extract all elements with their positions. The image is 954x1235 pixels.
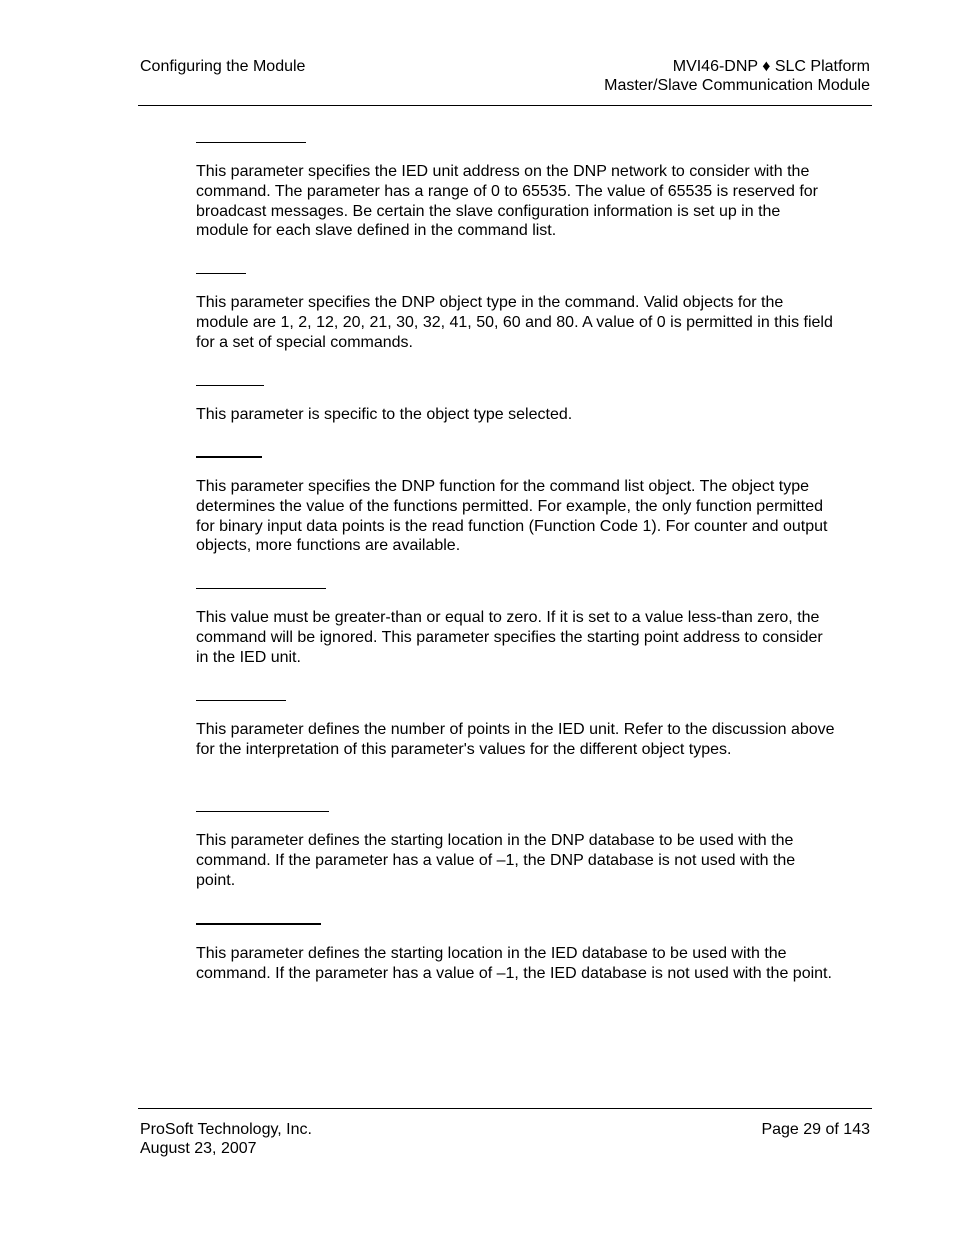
footer-left-block: [140, 1120, 312, 1158]
param-heading-underline: [196, 923, 321, 925]
param-section-variation: [196, 385, 836, 425]
param-description: This parameter defines the starting location in the DNP database to be used with the command. If the parameter has a value of –1, the DNP database is not used with the point.: [196, 832, 796, 889]
param-section-slave-address: [196, 142, 836, 241]
param-section-ied-db-address: [196, 923, 836, 984]
param-heading-underline: [196, 588, 326, 589]
param-description: This parameter is specific to the object type selected.: [196, 406, 573, 423]
param-section-point-count: [196, 700, 836, 760]
param-section-dnp-db-address: [196, 811, 836, 890]
param-heading-underline: [196, 142, 306, 143]
param-description: This parameter defines the number of points in the IED unit. Refer to the discussion above for the interpretation of this parameter's values for the different object types.: [196, 721, 835, 758]
param-description: This value must be greater-than or equal to zero. If it is set to a value less-than zero, the command will be ignored. This parameter specifies the starting point address to consider in the IED unit.: [196, 609, 823, 666]
header-module: Master/Slave Communication Module: [604, 77, 870, 94]
header-left-title: Configuring the Module: [140, 58, 306, 75]
header-rule: [138, 105, 872, 106]
param-description: This parameter specifies the DNP object type in the command. Valid objects for the module are 1, 2, 12, 20, 21, 30, 32, 41, 50, 60 and 80. A value of 0 is permitted in this field for a set of special commands.: [196, 294, 833, 351]
footer-date: August 23, 2007: [140, 1140, 257, 1157]
param-section-function: [196, 456, 836, 556]
footer-company: ProSoft Technology, Inc.: [140, 1121, 312, 1138]
param-section-object: [196, 273, 836, 352]
header-product: MVI46-DNP ♦ SLC Platform: [672, 58, 870, 75]
param-section-address-in-device: [196, 588, 836, 667]
param-heading-underline: [196, 456, 262, 458]
header-right-block: [604, 57, 870, 95]
param-description: This parameter specifies the IED unit address on the DNP network to consider with the command. The parameter has a range of 0 to 65535. The value of 65535 is reserved for broadcast messages. Be certain the slave configuration information is set up in the module for each slave defined in the command list.: [196, 163, 819, 240]
param-heading-underline: [196, 811, 329, 812]
param-heading-underline: [196, 273, 246, 274]
footer-rule: [138, 1108, 872, 1109]
param-heading-underline: [196, 385, 264, 386]
param-description: This parameter specifies the DNP function for the command list object. The object type determines the value of the functions permitted. For example, the only function permitted for binary input data points is the read function (Function Code 1). For counter and output objects, more functions are available.: [196, 478, 828, 555]
param-description: This parameter defines the starting location in the IED database to be used with the command. If the parameter has a value of –1, the IED database is not used with the point.: [196, 945, 832, 982]
param-heading-underline: [196, 700, 286, 701]
footer-page-number: Page 29 of 143: [761, 1121, 870, 1138]
